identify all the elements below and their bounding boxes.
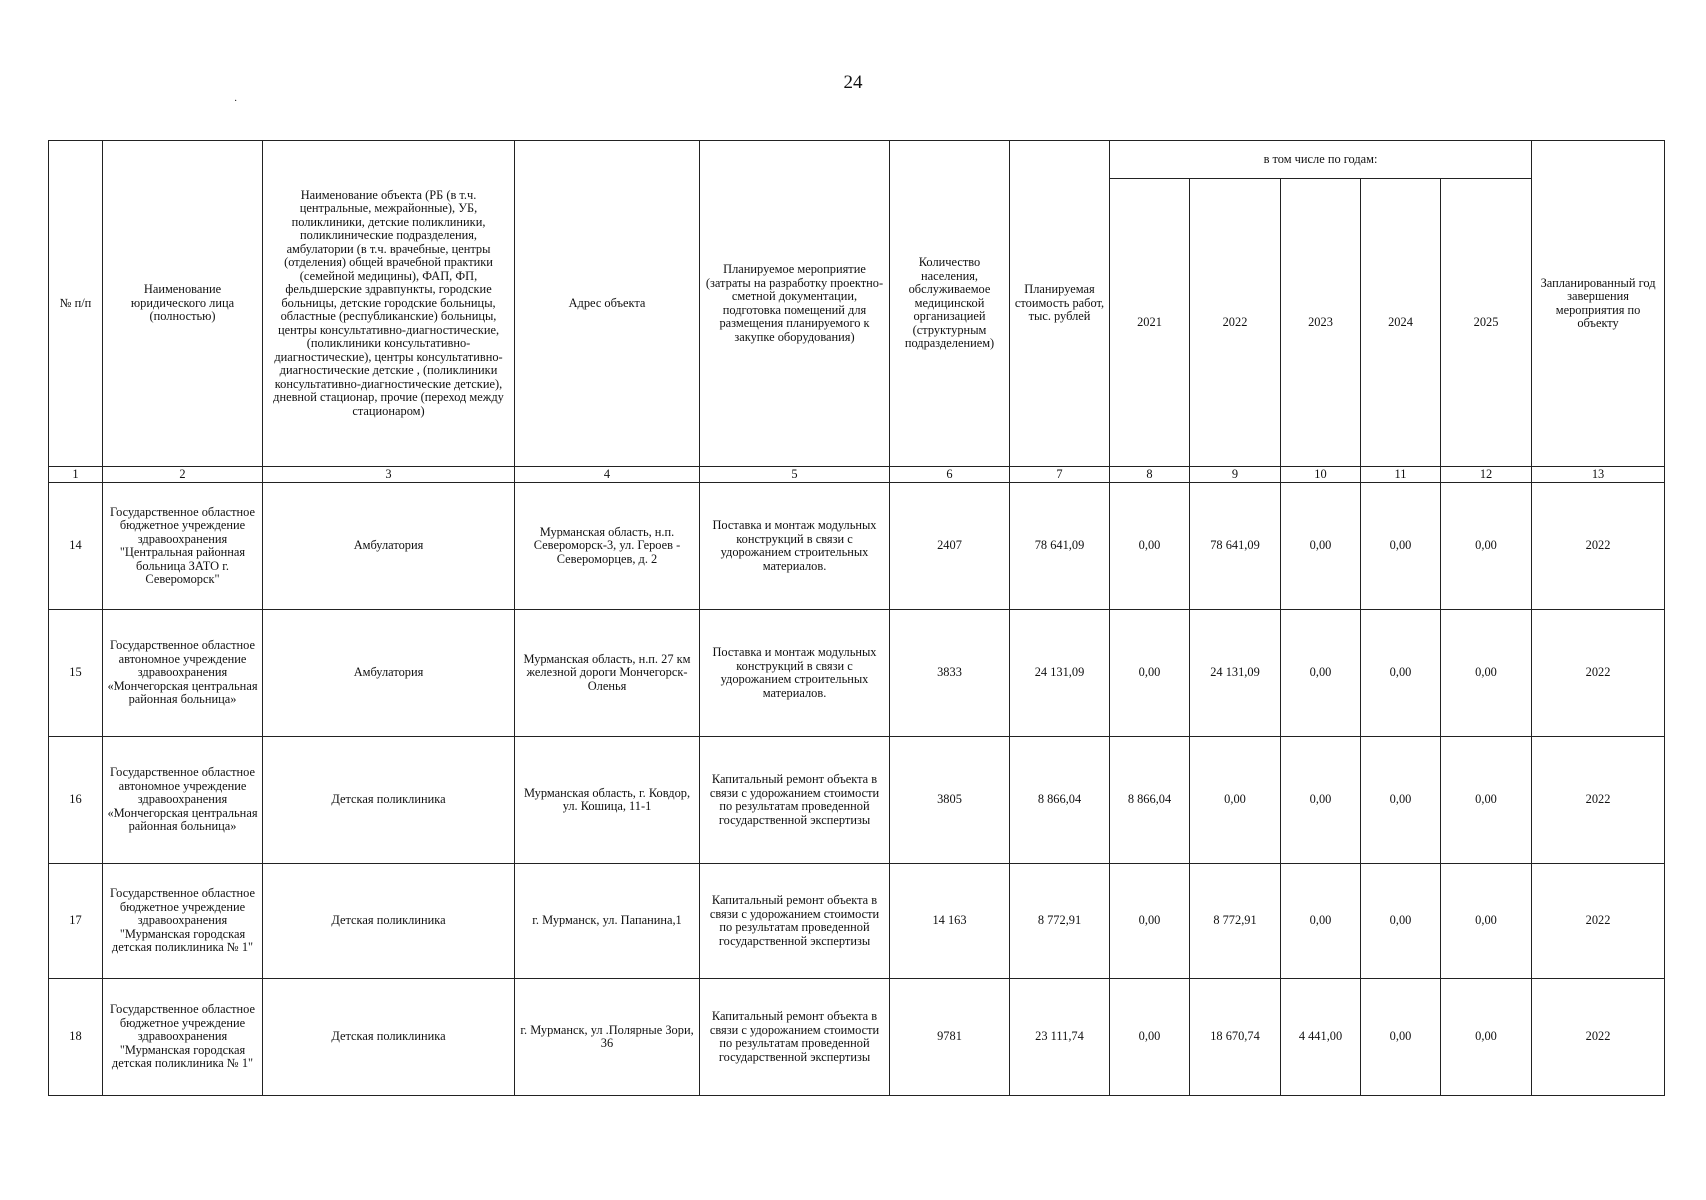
column-number: 4 (515, 467, 700, 483)
row-number: 18 (49, 979, 103, 1096)
completion-year: 2022 (1532, 979, 1665, 1096)
cost-2024: 0,00 (1361, 483, 1441, 610)
cost-2025: 0,00 (1441, 737, 1532, 864)
column-number: 6 (890, 467, 1010, 483)
legal-entity: Государственное областное бюджетное учреждение здравоохранения "Мурманская городская детская поликлиника № 1" (103, 979, 263, 1096)
cost-2022: 24 131,09 (1190, 610, 1281, 737)
header-population: Количество населения, обслуживаемое медицинской организацией (структурным подразделением) (890, 141, 1010, 467)
table-row (49, 864, 1665, 979)
object-name: Детская поликлиника (263, 737, 515, 864)
column-number: 3 (263, 467, 515, 483)
population-served: 14 163 (890, 864, 1010, 979)
cost-2022: 18 670,74 (1190, 979, 1281, 1096)
cost-2023: 0,00 (1281, 737, 1361, 864)
header-number: № п/п (49, 141, 103, 467)
scan-mark: · (234, 96, 238, 107)
population-served: 9781 (890, 979, 1010, 1096)
column-number: 2 (103, 467, 263, 483)
row-number: 14 (49, 483, 103, 610)
planned-measure: Капитальный ремонт объекта в связи с удорожанием стоимости по результатам проведенной государственной экспертизы (700, 737, 890, 864)
planned-measure: Поставка и монтаж модульных конструкций в связи с удорожанием строительных материалов. (700, 610, 890, 737)
cost-2022: 8 772,91 (1190, 864, 1281, 979)
header-year-2024: 2024 (1361, 179, 1441, 467)
table-row (49, 483, 1665, 610)
header-legal-entity: Наименование юридического лица (полностью) (103, 141, 263, 467)
planned-cost: 24 131,09 (1010, 610, 1110, 737)
population-served: 3833 (890, 610, 1010, 737)
object-address: Мурманская область, н.п. 27 км железной дороги Мончегорск-Оленья (515, 610, 700, 737)
table-header (49, 141, 1665, 483)
object-name: Детская поликлиника (263, 979, 515, 1096)
cost-2021: 0,00 (1110, 610, 1190, 737)
cost-2022: 78 641,09 (1190, 483, 1281, 610)
cost-2023: 0,00 (1281, 610, 1361, 737)
header-address: Адрес объекта (515, 141, 700, 467)
cost-2024: 0,00 (1361, 610, 1441, 737)
legal-entity: Государственное областное автономное учреждение здравоохранения «Мончегорская центральная районная больница» (103, 737, 263, 864)
header-planned-measure: Планируемое мероприятие (затраты на разработку проектно-сметной документации, подготовка помещений для размещения планируемого к закупке оборудования) (700, 141, 890, 467)
table-row (49, 610, 1665, 737)
header-year-2023: 2023 (1281, 179, 1361, 467)
planned-cost: 78 641,09 (1010, 483, 1110, 610)
column-number: 7 (1010, 467, 1110, 483)
planned-cost: 23 111,74 (1010, 979, 1110, 1096)
table-row (49, 737, 1665, 864)
cost-2024: 0,00 (1361, 737, 1441, 864)
column-number: 5 (700, 467, 890, 483)
cost-2025: 0,00 (1441, 979, 1532, 1096)
cost-2025: 0,00 (1441, 864, 1532, 979)
row-number: 16 (49, 737, 103, 864)
legal-entity: Государственное областное автономное учреждение здравоохранения «Мончегорская центральная районная больница» (103, 610, 263, 737)
cost-2025: 0,00 (1441, 610, 1532, 737)
column-number: 1 (49, 467, 103, 483)
planned-measure: Капитальный ремонт объекта в связи с удорожанием стоимости по результатам проведенной государственной экспертизы (700, 979, 890, 1096)
cost-2021: 8 866,04 (1110, 737, 1190, 864)
table-body (49, 483, 1665, 1096)
object-address: г. Мурманск, ул. Папанина,1 (515, 864, 700, 979)
object-name: Амбулатория (263, 483, 515, 610)
column-number: 9 (1190, 467, 1281, 483)
column-number: 13 (1532, 467, 1665, 483)
legal-entity: Государственное областное бюджетное учреждение здравоохранения "Центральная районная больница ЗАТО г. Североморск" (103, 483, 263, 610)
object-address: г. Мурманск, ул .Полярные Зори, 36 (515, 979, 700, 1096)
object-name: Амбулатория (263, 610, 515, 737)
completion-year: 2022 (1532, 610, 1665, 737)
population-served: 3805 (890, 737, 1010, 864)
column-number: 10 (1281, 467, 1361, 483)
cost-2023: 0,00 (1281, 483, 1361, 610)
header-completion-year: Запланированный год завершения мероприятия по объекту (1532, 141, 1665, 467)
header-object-name: Наименование объекта (РБ (в т.ч. центральные, межрайонные), УБ, поликлиники, детские поликлиники, поликлинические подразделения, амбулатории (в т.ч. врачебные, центры (отделения) общей врачебной практики (семейной медицины), ФАП, ФП, фельдшерские здравпункты, городские больницы, детские городские больницы, областные (республиканские) больницы, центры консультативно-диагностические, (поликлиники консультативно-диагностические), центры консультативно-диагностические детские , (поликлиники консультативно-диагностические детские), дневной стационар, прочие (переход между стационаром) (263, 141, 515, 467)
completion-year: 2022 (1532, 864, 1665, 979)
cost-2021: 0,00 (1110, 864, 1190, 979)
cost-2022: 0,00 (1190, 737, 1281, 864)
cost-2023: 4 441,00 (1281, 979, 1361, 1096)
planned-measure: Капитальный ремонт объекта в связи с удорожанием стоимости по результатам проведенной государственной экспертизы (700, 864, 890, 979)
planned-measure: Поставка и монтаж модульных конструкций в связи с удорожанием строительных материалов. (700, 483, 890, 610)
cost-2021: 0,00 (1110, 483, 1190, 610)
column-number-row (49, 467, 1665, 483)
header-year-2021: 2021 (1110, 179, 1190, 467)
object-name: Детская поликлиника (263, 864, 515, 979)
planned-cost: 8 772,91 (1010, 864, 1110, 979)
table-row (49, 979, 1665, 1096)
investment-table (48, 140, 1665, 1096)
planned-cost: 8 866,04 (1010, 737, 1110, 864)
object-address: Мурманская область, н.п. Североморск-3, ул. Героев - Североморцев, д. 2 (515, 483, 700, 610)
cost-2025: 0,00 (1441, 483, 1532, 610)
cost-2024: 0,00 (1361, 979, 1441, 1096)
completion-year: 2022 (1532, 483, 1665, 610)
cost-2021: 0,00 (1110, 979, 1190, 1096)
header-planned-cost: Планируемая стоимость работ, тыс. рублей (1010, 141, 1110, 467)
column-number: 11 (1361, 467, 1441, 483)
column-number: 12 (1441, 467, 1532, 483)
row-number: 15 (49, 610, 103, 737)
header-year-2022: 2022 (1190, 179, 1281, 467)
column-number: 8 (1110, 467, 1190, 483)
header-by-years: в том числе по годам: (1110, 141, 1532, 179)
legal-entity: Государственное областное бюджетное учреждение здравоохранения "Мурманская городская детская поликлиника № 1" (103, 864, 263, 979)
cost-2024: 0,00 (1361, 864, 1441, 979)
page-number: 24 (843, 72, 863, 93)
row-number: 17 (49, 864, 103, 979)
header-year-2025: 2025 (1441, 179, 1532, 467)
cost-2023: 0,00 (1281, 864, 1361, 979)
completion-year: 2022 (1532, 737, 1665, 864)
population-served: 2407 (890, 483, 1010, 610)
object-address: Мурманская область, г. Ковдор, ул. Кошица, 11-1 (515, 737, 700, 864)
